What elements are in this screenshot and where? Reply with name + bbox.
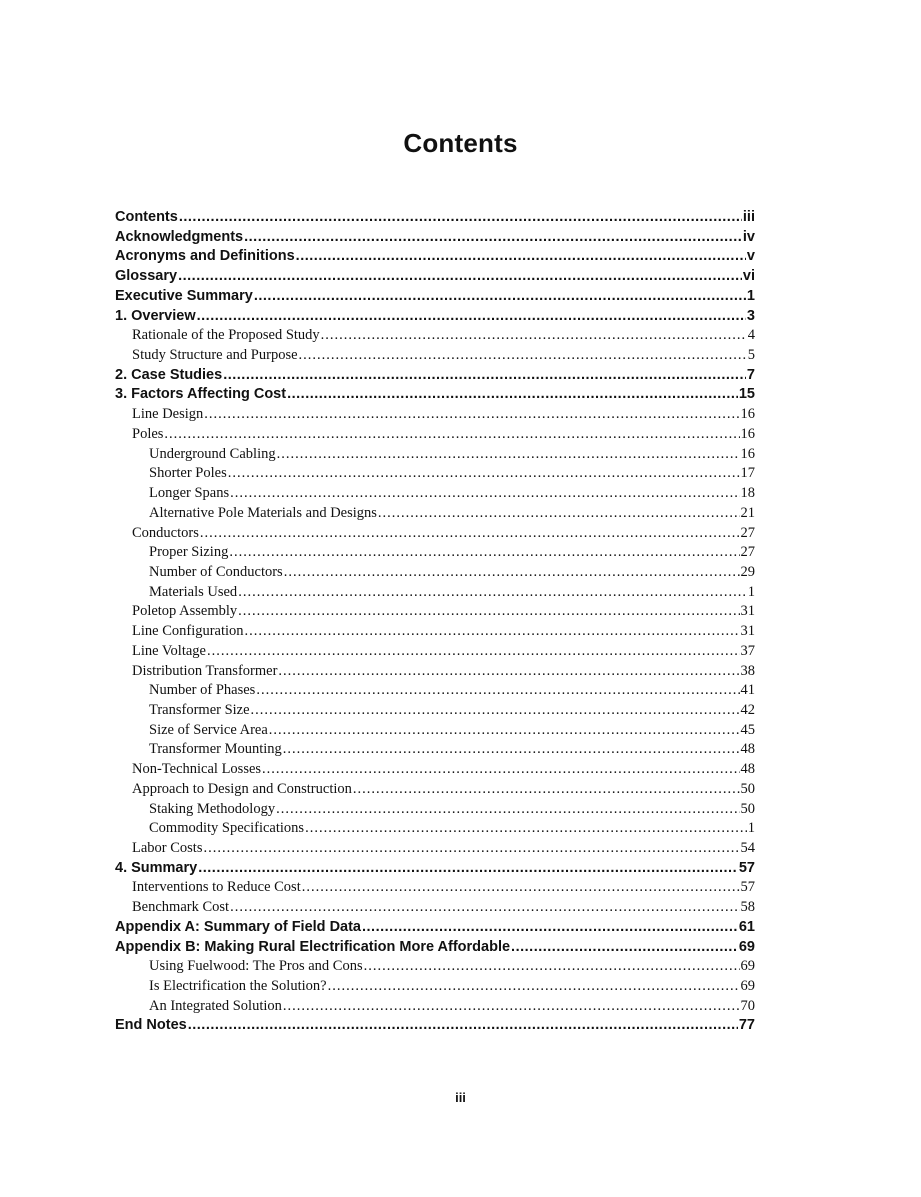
toc-entry[interactable] xyxy=(115,602,755,622)
toc-dot-leader xyxy=(321,326,747,346)
toc-entry-page-number: iv xyxy=(742,228,755,245)
toc-entry[interactable] xyxy=(115,839,755,859)
toc-entry-label: Poles xyxy=(132,425,164,442)
toc-entry-label: 2. Case Studies xyxy=(115,366,223,383)
toc-dot-leader xyxy=(262,760,739,780)
toc-dot-leader xyxy=(198,859,738,879)
toc-dot-leader xyxy=(245,622,740,642)
page-title: Contents xyxy=(403,128,518,158)
toc-entry-label: Interventions to Reduce Cost xyxy=(132,879,301,896)
toc-entry[interactable] xyxy=(115,662,755,682)
toc-entry[interactable] xyxy=(115,681,755,701)
toc-entry-page-number: 1 xyxy=(747,583,755,600)
toc-dot-leader xyxy=(228,464,740,484)
toc-entry-label: Poletop Assembly xyxy=(132,603,238,620)
toc-entry-page-number: 70 xyxy=(740,997,755,1014)
toc-entry[interactable] xyxy=(115,1016,755,1036)
toc-entry-page-number: 7 xyxy=(746,366,755,383)
toc-entry-page-number: iii xyxy=(742,209,755,225)
toc-entry[interactable] xyxy=(115,721,755,741)
toc-entry-page-number: 61 xyxy=(738,918,755,935)
toc-entry-page-number: 50 xyxy=(740,780,755,797)
toc-entry-label: Acknowledgments xyxy=(115,228,244,245)
toc-entry-label: Number of Phases xyxy=(149,682,256,699)
toc-dot-leader xyxy=(283,740,740,760)
toc-dot-leader xyxy=(511,938,738,958)
toc-entry-page-number: 17 xyxy=(740,465,755,482)
toc-dot-leader xyxy=(178,267,742,287)
toc-dot-leader xyxy=(254,287,746,307)
toc-entry-page-number: 27 xyxy=(740,544,755,561)
toc-dot-leader xyxy=(276,800,739,820)
toc-entry-page-number: 77 xyxy=(738,1017,755,1034)
toc-entry-page-number: 42 xyxy=(740,701,755,718)
toc-dot-leader xyxy=(238,602,739,622)
toc-entry[interactable] xyxy=(115,208,755,228)
toc-entry-label: Appendix A: Summary of Field Data xyxy=(115,918,361,935)
toc-entry[interactable] xyxy=(115,366,755,386)
toc-entry-label: Size of Service Area xyxy=(149,721,268,738)
toc-entry[interactable] xyxy=(115,780,755,800)
toc-entry[interactable] xyxy=(115,819,755,839)
toc-entry-page-number: 69 xyxy=(740,958,755,975)
toc-entry-label: Staking Methodology xyxy=(149,800,276,817)
toc-dot-leader xyxy=(364,957,740,977)
toc-entry-page-number: 41 xyxy=(740,682,755,699)
toc-dot-leader xyxy=(305,819,747,839)
toc-entry-page-number: 4 xyxy=(747,327,755,344)
toc-entry-label: Using Fuelwood: The Pros and Cons xyxy=(149,958,363,975)
toc-dot-leader xyxy=(179,208,742,228)
toc-entry-label: Distribution Transformer xyxy=(132,662,278,679)
toc-entry[interactable] xyxy=(115,346,755,366)
toc-entry-page-number: 16 xyxy=(740,406,755,423)
toc-entry[interactable] xyxy=(115,405,755,425)
toc-entry-label: Underground Cabling xyxy=(149,445,276,462)
toc-dot-leader xyxy=(238,583,747,603)
toc-entry-page-number: 27 xyxy=(740,524,755,541)
toc-dot-leader xyxy=(284,563,740,583)
toc-entry-label: Appendix B: Making Rural Electrification More Affordable xyxy=(115,938,511,955)
toc-dot-leader xyxy=(302,878,740,898)
toc-dot-leader xyxy=(328,977,740,997)
toc-entry-label: Contents xyxy=(115,209,178,225)
toc-entry-page-number: 54 xyxy=(740,840,755,856)
toc-entry[interactable] xyxy=(115,859,755,879)
toc-entry[interactable] xyxy=(115,957,755,977)
toc-entry[interactable] xyxy=(115,267,755,287)
toc-entry-label: Study Structure and Purpose xyxy=(132,347,298,364)
toc-entry-label: Line Voltage xyxy=(132,642,206,659)
toc-entry-page-number: 48 xyxy=(740,741,755,758)
toc-dot-leader xyxy=(278,662,739,682)
toc-dot-leader xyxy=(256,681,739,701)
toc-entry-label: Non-Technical Losses xyxy=(132,761,262,778)
toc-entry-label: Approach to Design and Construction xyxy=(132,780,352,797)
toc-entry-page-number: 3 xyxy=(746,307,755,324)
toc-entry-label: Commodity Specifications xyxy=(149,820,305,837)
toc-entry-label: Shorter Poles xyxy=(149,465,227,482)
toc-entry-label: Alternative Pole Materials and Designs xyxy=(149,504,377,521)
toc-dot-leader xyxy=(353,780,740,800)
toc-entry[interactable] xyxy=(115,878,755,898)
toc-dot-leader xyxy=(277,445,740,465)
page-number: iii xyxy=(455,1090,466,1105)
toc-entry[interactable] xyxy=(115,583,755,603)
toc-dot-leader xyxy=(296,247,746,267)
toc-entry-page-number: 50 xyxy=(740,800,755,817)
toc-entry-page-number: 16 xyxy=(740,445,755,462)
toc-entry-page-number: 18 xyxy=(740,485,755,502)
toc-entry-label: Materials Used xyxy=(149,583,238,600)
toc-dot-leader xyxy=(362,918,738,938)
toc-entry-page-number: 5 xyxy=(747,347,755,364)
toc-entry-label: Line Configuration xyxy=(132,623,244,640)
toc-entry[interactable] xyxy=(115,563,755,583)
toc-entry-label: Line Design xyxy=(132,406,204,423)
toc-entry-page-number: 57 xyxy=(738,859,755,876)
toc-dot-leader xyxy=(299,346,747,366)
toc-dot-leader xyxy=(230,898,739,918)
toc-entry[interactable] xyxy=(115,997,755,1017)
toc-entry-label: Executive Summary xyxy=(115,287,253,304)
toc-dot-leader xyxy=(283,997,740,1017)
toc-entry[interactable] xyxy=(115,800,755,820)
toc-entry-page-number: 69 xyxy=(740,978,755,995)
toc-entry-label: 3. Factors Affecting Cost xyxy=(115,386,287,403)
toc-entry[interactable] xyxy=(115,464,755,484)
toc-entry[interactable] xyxy=(115,228,755,248)
toc-dot-leader xyxy=(188,1016,738,1036)
toc-entry-page-number: 48 xyxy=(740,761,755,778)
toc-dot-leader xyxy=(229,543,739,563)
toc-entry-label: Benchmark Cost xyxy=(132,899,230,916)
toc-entry-label: Labor Costs xyxy=(132,840,203,856)
toc-dot-leader xyxy=(251,701,740,721)
toc-entry-page-number: 31 xyxy=(740,603,755,620)
toc-entry[interactable] xyxy=(115,918,755,938)
toc-entry[interactable] xyxy=(115,938,755,958)
toc-entry[interactable] xyxy=(115,524,755,544)
toc-entry-label: Proper Sizing xyxy=(149,544,229,561)
toc-entry[interactable] xyxy=(115,543,755,563)
toc-dot-leader xyxy=(200,524,740,544)
toc-entry[interactable] xyxy=(115,385,755,405)
toc-entry-page-number: 1 xyxy=(746,287,755,304)
toc-dot-leader xyxy=(269,721,740,741)
toc-entry-label: 4. Summary xyxy=(115,859,198,876)
toc-entry-page-number: 69 xyxy=(738,938,755,955)
toc-entry-page-number: 16 xyxy=(740,425,755,442)
toc-entry-label: Acronyms and Definitions xyxy=(115,248,295,265)
toc-entry-page-number: 45 xyxy=(740,721,755,738)
toc-entry[interactable] xyxy=(115,445,755,465)
toc-entry-label: Number of Conductors xyxy=(149,563,283,580)
toc-dot-leader xyxy=(207,642,740,662)
toc-entry[interactable] xyxy=(115,740,755,760)
toc-entry[interactable] xyxy=(115,977,755,997)
toc-dot-leader xyxy=(197,307,746,327)
toc-entry-page-number: 57 xyxy=(740,879,755,896)
toc-entry-label: Transformer Size xyxy=(149,701,250,718)
toc-entry-page-number: 37 xyxy=(740,642,755,659)
toc-entry[interactable] xyxy=(115,701,755,721)
toc-entry-page-number: v xyxy=(746,248,755,265)
toc-dot-leader xyxy=(164,425,739,445)
toc-entry-page-number: vi xyxy=(742,268,755,285)
toc-dot-leader xyxy=(203,839,739,859)
toc-entry[interactable] xyxy=(115,247,755,267)
toc-dot-leader xyxy=(244,228,742,248)
toc-entry-page-number: 58 xyxy=(740,899,755,916)
toc-entry-label: Is Electrification the Solution? xyxy=(149,978,327,995)
toc-dot-leader xyxy=(287,385,738,405)
toc-dot-leader xyxy=(204,405,739,425)
toc-entry-label: Conductors xyxy=(132,524,199,541)
toc-entry-label: Longer Spans xyxy=(149,485,230,502)
toc-dot-leader xyxy=(230,484,739,504)
toc-entry[interactable] xyxy=(115,760,755,780)
toc-entry[interactable] xyxy=(115,307,755,327)
toc-entry[interactable] xyxy=(115,425,755,445)
toc-dot-leader xyxy=(223,366,746,386)
toc-entry-page-number: 15 xyxy=(738,386,755,403)
toc-dot-leader xyxy=(378,504,740,524)
toc-entry-label: Rationale of the Proposed Study xyxy=(132,327,320,344)
toc-entry-label: Transformer Mounting xyxy=(149,741,282,758)
toc-entry[interactable] xyxy=(115,504,755,524)
toc-entry-label: An Integrated Solution xyxy=(149,997,282,1014)
toc-entry-page-number: 1 xyxy=(747,820,755,837)
toc-entry-page-number: 38 xyxy=(740,662,755,679)
toc-entry-page-number: 29 xyxy=(740,563,755,580)
toc-entry[interactable] xyxy=(115,622,755,642)
toc-entry-label: End Notes xyxy=(115,1017,187,1034)
table-of-contents xyxy=(115,208,755,1036)
toc-entry[interactable] xyxy=(115,326,755,346)
toc-entry-page-number: 21 xyxy=(740,504,755,521)
toc-entry[interactable] xyxy=(115,287,755,307)
toc-entry-label: Glossary xyxy=(115,268,178,285)
toc-entry[interactable] xyxy=(115,642,755,662)
toc-entry-label: 1. Overview xyxy=(115,307,196,324)
toc-entry-page-number: 31 xyxy=(740,623,755,640)
toc-entry[interactable] xyxy=(115,484,755,504)
toc-entry[interactable] xyxy=(115,898,755,918)
